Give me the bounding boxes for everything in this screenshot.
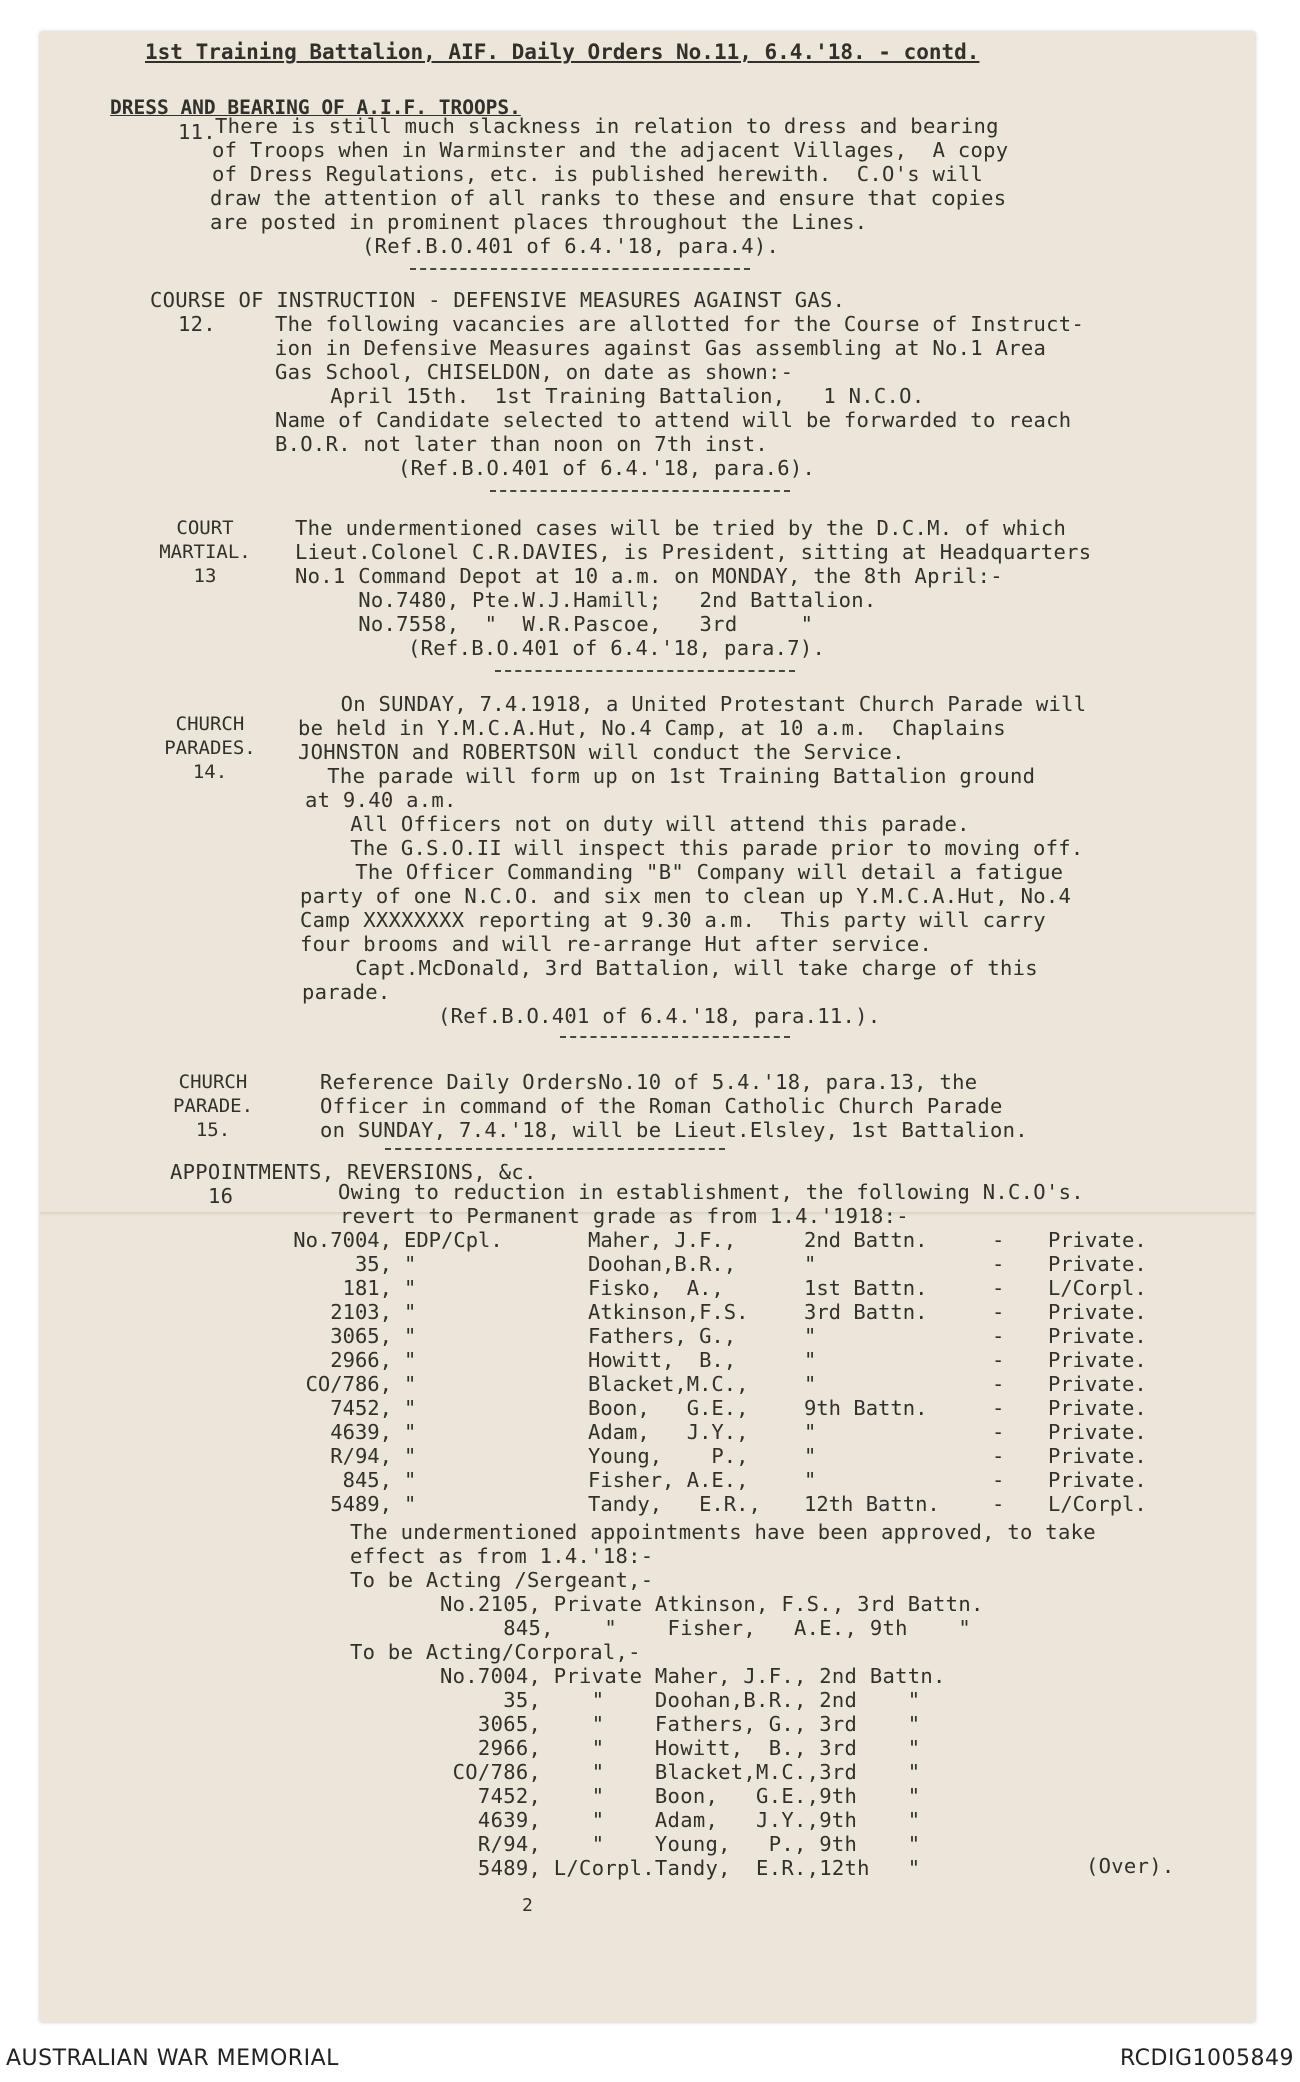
cell-rank: " xyxy=(404,1348,417,1372)
separator xyxy=(495,670,795,672)
section-16-approved-2: effect as from 1.4.'18:- xyxy=(350,1544,654,1568)
section-11-number: 11. xyxy=(178,120,216,144)
cell-dash: - xyxy=(992,1444,1005,1468)
section-11-line-5: are posted in prominent places throughout the Lines. xyxy=(210,210,868,234)
cell-grade: L/Corpl. xyxy=(1048,1276,1147,1300)
cell-grade: Private. xyxy=(1048,1420,1147,1444)
page-header: 1st Training Battalion, AIF. Daily Orders No.11, 6.4.'18. - contd. xyxy=(145,40,980,64)
corporal-row-5: CO/786, " Blacket,M.C.,3rd " xyxy=(440,1760,921,1784)
cell-no: 3065, xyxy=(330,1324,392,1348)
cell-name: Atkinson,F.S. xyxy=(588,1300,749,1324)
section-13-line-1: The undermentioned cases will be tried by the D.C.M. of which xyxy=(295,516,1067,540)
cell-no: 181, xyxy=(342,1276,392,1300)
cell-grade: Private. xyxy=(1048,1324,1147,1348)
section-15-side-3: 15. xyxy=(195,1119,231,1141)
cell-unit: 1st Battn. xyxy=(804,1276,928,1300)
cell-rank: " xyxy=(404,1252,417,1276)
section-14-line-9: party of one N.C.O. and six men to clean up Y.M.C.A.Hut, No.4 xyxy=(300,884,1072,908)
section-15-line-1: Reference Daily OrdersNo.10 of 5.4.'18, para.13, the xyxy=(320,1070,978,1094)
corporal-row-7: 4639, " Adam, J.Y.,9th " xyxy=(440,1808,921,1832)
cell-unit: " xyxy=(804,1444,817,1468)
corporal-row-3: 3065, " Fathers, G., 3rd " xyxy=(440,1712,921,1736)
section-13-line-5: No.7558, " W.R.Pascoe, 3rd " xyxy=(295,612,814,636)
cell-unit: " xyxy=(804,1468,817,1492)
cell-no: No.7004, xyxy=(293,1228,392,1252)
cell-name: Doohan,B.R., xyxy=(588,1252,737,1276)
cell-no: 5489, xyxy=(330,1492,392,1516)
corporal-heading: To be Acting/Corporal,- xyxy=(350,1640,641,1664)
section-11-line-1: There is still much slackness in relation to dress and bearing xyxy=(215,114,999,138)
separator xyxy=(560,1036,790,1038)
section-13-line-3: No.1 Command Depot at 10 a.m. on MONDAY, the 8th April:- xyxy=(295,564,1003,588)
cell-no: CO/786, xyxy=(305,1372,392,1396)
cell-grade: Private. xyxy=(1048,1468,1147,1492)
cell-unit: " xyxy=(804,1252,817,1276)
section-12-ref: (Ref.B.O.401 of 6.4.'18, para.6). xyxy=(398,456,816,480)
section-13-ref: (Ref.B.O.401 of 6.4.'18, para.7). xyxy=(408,636,826,660)
cell-rank: " xyxy=(404,1492,417,1516)
cell-no: 35, xyxy=(354,1252,392,1276)
footer-archive-name: AUSTRALIAN WAR MEMORIAL xyxy=(6,2046,339,2071)
section-14-line-8: The Officer Commanding "B" Company will detail a fatigue xyxy=(330,860,1064,884)
section-13-line-4: No.7480, Pte.W.J.Hamill; 2nd Battalion. xyxy=(295,588,877,612)
sergeant-heading: To be Acting /Sergeant,- xyxy=(350,1568,654,1592)
separator xyxy=(410,268,750,270)
section-11-line-2: of Troops when in Warminster and the adjacent Villages, A copy xyxy=(212,138,1009,162)
section-14-line-13: parade. xyxy=(302,980,391,1004)
section-14-line-2: be held in Y.M.C.A.Hut, No.4 Camp, at 10 a.m. Chaplains xyxy=(298,716,1006,740)
section-15-side-1: CHURCH xyxy=(178,1071,248,1093)
cell-name: Howitt, B., xyxy=(588,1348,737,1372)
section-12-line-1: The following vacancies are allotted for the Course of Instruct- xyxy=(275,312,1085,336)
section-12-title: COURSE OF INSTRUCTION - DEFENSIVE MEASURES AGAINST GAS. xyxy=(150,288,846,312)
section-12-number: 12. xyxy=(178,312,216,336)
cell-unit: 12th Battn. xyxy=(804,1492,940,1516)
cell-no: 845, xyxy=(342,1468,392,1492)
section-11-ref: (Ref.B.O.401 of 6.4.'18, para.4). xyxy=(362,234,780,258)
cell-unit: 2nd Battn. xyxy=(804,1228,928,1252)
cell-grade: Private. xyxy=(1048,1444,1147,1468)
cell-unit: " xyxy=(804,1420,817,1444)
section-14-line-7: The G.S.O.II will inspect this parade prior to moving off. xyxy=(325,836,1084,860)
cell-rank: " xyxy=(404,1300,417,1324)
section-15-line-2: Officer in command of the Roman Catholic Church Parade xyxy=(320,1094,1003,1118)
cell-grade: Private. xyxy=(1048,1228,1147,1252)
cell-grade: Private. xyxy=(1048,1300,1147,1324)
cell-grade: Private. xyxy=(1048,1372,1147,1396)
section-14-side-1: CHURCH xyxy=(175,713,245,735)
cell-name: Young, P., xyxy=(588,1444,749,1468)
section-13-side-2: MARTIAL. xyxy=(159,541,251,563)
sergeant-row-2: 845, " Fisher, A.E., 9th " xyxy=(440,1616,971,1640)
section-16-title: APPOINTMENTS, REVERSIONS, &c. xyxy=(170,1160,537,1184)
cell-unit: 3rd Battn. xyxy=(804,1300,928,1324)
section-13-side-3: 13 xyxy=(193,565,217,587)
section-15-line-3: on SUNDAY, 7.4.'18, will be Lieut.Elsley, 1st Battalion. xyxy=(320,1118,1028,1142)
cell-unit: " xyxy=(804,1372,817,1396)
corporal-row-9: 5489, L/Corpl.Tandy, E.R.,12th " xyxy=(440,1856,921,1880)
section-14-side-2: PARADES. xyxy=(164,737,256,759)
corporal-row-8: R/94, " Young, P., 9th " xyxy=(440,1832,921,1856)
section-16-intro-2: revert to Permanent grade as from 1.4.'1918:- xyxy=(340,1204,909,1228)
cell-dash: - xyxy=(992,1276,1005,1300)
cell-rank: " xyxy=(404,1324,417,1348)
cell-dash: - xyxy=(992,1252,1005,1276)
page-number: 2 xyxy=(522,1895,534,1916)
section-14-line-4: The parade will form up on 1st Training Battalion ground xyxy=(302,764,1036,788)
cell-rank: " xyxy=(404,1468,417,1492)
section-11-line-3: of Dress Regulations, etc. is published herewith. C.O's will xyxy=(212,162,984,186)
cell-rank: " xyxy=(404,1420,417,1444)
section-12-line-5: Name of Candidate selected to attend will be forwarded to reach xyxy=(275,408,1072,432)
section-12-line-6: B.O.R. not later than noon on 7th inst. xyxy=(275,432,769,456)
cell-grade: Private. xyxy=(1048,1348,1147,1372)
section-14-line-3: JOHNSTON and ROBERTSON will conduct the Service. xyxy=(298,740,905,764)
separator xyxy=(385,1148,725,1150)
cell-no: 4639, xyxy=(330,1420,392,1444)
section-15-side-2: PARADE. xyxy=(172,1095,254,1117)
cell-dash: - xyxy=(992,1396,1005,1420)
over-note: (Over). xyxy=(1086,1854,1175,1878)
cell-rank: " xyxy=(404,1444,417,1468)
cell-unit: " xyxy=(804,1348,817,1372)
section-14-line-1: On SUNDAY, 7.4.1918, a United Protestant Church Parade will xyxy=(290,692,1087,716)
corporal-row-6: 7452, " Boon, G.E.,9th " xyxy=(440,1784,921,1808)
section-14-line-5: at 9.40 a.m. xyxy=(305,788,457,812)
cell-rank: " xyxy=(404,1396,417,1420)
cell-name: Maher, J.F., xyxy=(588,1228,737,1252)
cell-dash: - xyxy=(992,1300,1005,1324)
section-11-title: DRESS AND BEARING OF A.I.F. TROOPS. xyxy=(110,96,521,119)
section-13-line-2: Lieut.Colonel C.R.DAVIES, is President, sitting at Headquarters xyxy=(295,540,1092,564)
separator xyxy=(490,490,790,492)
cell-name: Tandy, E.R., xyxy=(588,1492,761,1516)
cell-unit: " xyxy=(804,1324,817,1348)
footer-image-id: RCDIG1005849 xyxy=(1119,2046,1294,2071)
document-page xyxy=(40,32,1255,2022)
cell-dash: - xyxy=(992,1324,1005,1348)
cell-name: Fisko, A., xyxy=(588,1276,724,1300)
section-14-line-11: four brooms and will re-arrange Hut after service. xyxy=(300,932,933,956)
cell-rank: " xyxy=(404,1276,417,1300)
cell-unit: 9th Battn. xyxy=(804,1396,928,1420)
sergeant-row-1: No.2105, Private Atkinson, F.S., 3rd Battn. xyxy=(440,1592,984,1616)
cell-dash: - xyxy=(992,1468,1005,1492)
cell-name: Boon, G.E., xyxy=(588,1396,749,1420)
section-14-line-12: Capt.McDonald, 3rd Battalion, will take charge of this xyxy=(330,956,1038,980)
section-11-line-4: draw the attention of all ranks to these and ensure that copies xyxy=(210,186,1007,210)
section-14-side-3: 14. xyxy=(192,761,228,783)
cell-no: 2966, xyxy=(330,1348,392,1372)
section-14-line-10: Camp XXXXXXXX reporting at 9.30 a.m. This party will carry xyxy=(300,908,1046,932)
cell-grade: Private. xyxy=(1048,1396,1147,1420)
cell-dash: - xyxy=(992,1420,1005,1444)
section-16-approved-1: The undermentioned appointments have been approved, to take xyxy=(350,1520,1096,1544)
corporal-row-4: 2966, " Howitt, B., 3rd " xyxy=(440,1736,921,1760)
cell-dash: - xyxy=(992,1492,1005,1516)
section-16-number: 16 xyxy=(208,1184,234,1208)
section-12-line-4: April 15th. 1st Training Battalion, 1 N.C.O. xyxy=(305,384,925,408)
corporal-row-2: 35, " Doohan,B.R., 2nd " xyxy=(440,1688,921,1712)
cell-no: 7452, xyxy=(330,1396,392,1420)
cell-dash: - xyxy=(992,1228,1005,1252)
cell-grade: Private. xyxy=(1048,1252,1147,1276)
cell-dash: - xyxy=(992,1348,1005,1372)
section-16-intro-1: Owing to reduction in establishment, the following N.C.O's. xyxy=(338,1180,1084,1204)
section-14-line-6: All Officers not on duty will attend this parade. xyxy=(325,812,970,836)
section-14-ref: (Ref.B.O.401 of 6.4.'18, para.11.). xyxy=(438,1004,881,1028)
cell-dash: - xyxy=(992,1372,1005,1396)
cell-name: Fisher, A.E., xyxy=(588,1468,749,1492)
cell-name: Fathers, G., xyxy=(588,1324,737,1348)
cell-rank: " xyxy=(404,1372,417,1396)
section-13-side-1: COURT xyxy=(176,517,234,539)
section-12-line-3: Gas School, CHISELDON, on date as shown:- xyxy=(275,360,794,384)
cell-name: Adam, J.Y., xyxy=(588,1420,749,1444)
corporal-row-1: No.7004, Private Maher, J.F., 2nd Battn. xyxy=(440,1664,946,1688)
cell-name: Blacket,M.C., xyxy=(588,1372,749,1396)
section-12-line-2: ion in Defensive Measures against Gas assembling at No.1 Area xyxy=(275,336,1047,360)
cell-rank: EDP/Cpl. xyxy=(404,1228,503,1252)
cell-grade: L/Corpl. xyxy=(1048,1492,1147,1516)
cell-no: 2103, xyxy=(330,1300,392,1324)
cell-no: R/94, xyxy=(330,1444,392,1468)
